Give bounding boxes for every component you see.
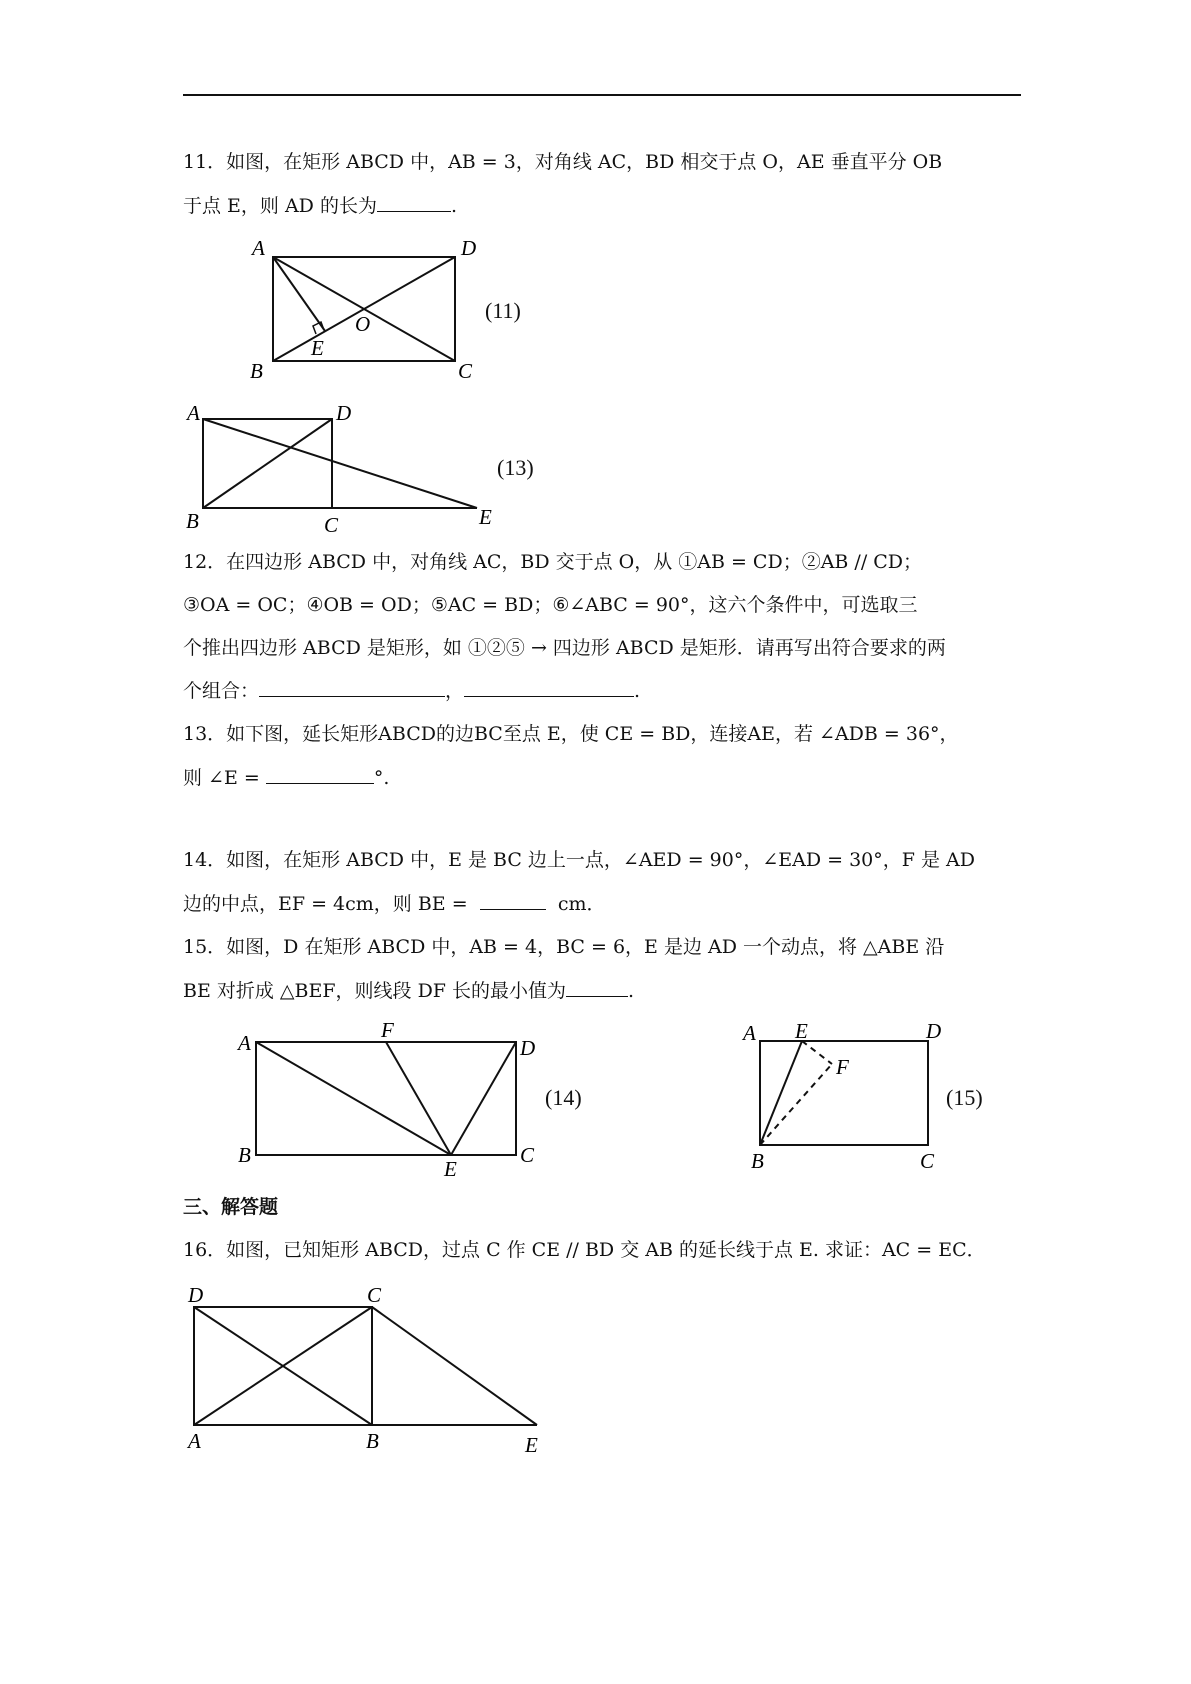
q15-end: . [628, 980, 635, 1002]
answer-blank-1 [259, 678, 445, 697]
fig11-caption: (11) [485, 298, 521, 323]
fig13-segment-ae [203, 419, 477, 508]
q13-end: °. [373, 767, 390, 789]
fig14-label-e: E [444, 1157, 457, 1181]
fig16-label-e: E [525, 1433, 538, 1457]
fig13-label-c: C [324, 513, 339, 537]
q15-text: BE 对折成 △BEF，则线段 DF 长的最小值为 [183, 980, 567, 1002]
fig13-caption: (13) [497, 455, 534, 480]
fig14-segment-ae [256, 1042, 451, 1155]
fig14-label-b: B [238, 1143, 251, 1167]
q11-end: . [450, 195, 457, 217]
q12-line3: 个推出四边形 ABCD 是矩形，如 ①②⑤ → 四边形 ABCD 是矩形．请再写出符合要求的两 [183, 637, 946, 659]
top-rule [183, 94, 1021, 96]
fig11-segment-ae [273, 257, 325, 331]
fig13-label-e: E [479, 505, 492, 529]
q12-line1: 12．在四边形 ABCD 中，对角线 AC，BD 交于点 O，从 ①AB = CD；②AB // CD； [183, 551, 923, 573]
fig11-label-b: B [250, 359, 263, 383]
q12-line2: ③OA = OC；④OB = OD；⑤AC = BD；⑥∠ABC = 90°，这六个条件中，可选取三 [183, 594, 918, 616]
fig14-segment-fe [386, 1042, 451, 1155]
q16-line1: 16．如图，已知矩形 ABCD，过点 C 作 CE // BD 交 AB 的延长线于点 E. 求证：AC = EC． [183, 1239, 986, 1261]
figure-14 [230, 1018, 570, 1181]
answer-blank [377, 193, 451, 212]
q11-line1: 11．如图，在矩形 ABCD 中，AB = 3，对角线 AC，BD 相交于点 O，AE 垂直平分 OB [183, 151, 943, 173]
fig14-label-a: A [238, 1031, 251, 1055]
fig14-rectangle [256, 1042, 516, 1155]
q13-line2 [183, 765, 389, 791]
fig15-caption: (15) [946, 1085, 983, 1110]
answer-blank [480, 891, 546, 910]
fig15-label-e: E [795, 1019, 808, 1043]
q15-line2 [183, 978, 634, 1004]
q13-text: 则 ∠E = [183, 767, 260, 789]
figure-16 [180, 1280, 550, 1455]
fig13-label-a: A [187, 401, 200, 425]
fig13-label-d: D [336, 401, 352, 425]
q11-line2 [183, 193, 457, 219]
fig16-label-d: D [188, 1283, 204, 1307]
fig16-label-b: B [366, 1429, 379, 1453]
fig11-label-d: D [461, 236, 477, 260]
section-heading: 三、解答题 [183, 1196, 279, 1218]
fig15-label-d: D [926, 1019, 942, 1043]
q14-line1: 14．如图，在矩形 ABCD 中，E 是 BC 边上一点，∠AED = 90°，∠EAD = 30°，F 是 AD [183, 849, 975, 871]
fig15-segment-bf [760, 1064, 832, 1145]
fig11-label-c: C [458, 359, 473, 383]
fig15-label-a: A [743, 1021, 756, 1045]
q14-end: cm． [557, 893, 606, 915]
fig15-label-f: F [836, 1055, 849, 1079]
answer-blank-2 [464, 678, 634, 697]
answer-blank [266, 765, 374, 784]
fig11-label-o: O [355, 312, 371, 336]
q15-line1: 15．如图，D 在矩形 ABCD 中，AB = 4，BC = 6，E 是边 AD 一个动点，将 △ABE 沿 [183, 936, 945, 958]
fig14-label-f: F [381, 1018, 394, 1042]
q13-line1: 13．如下图，延长矩形ABCD的边BC至点 E，使 CE = BD，连接AE，若 ∠ADB = 36°， [183, 723, 959, 745]
fig14-label-c: C [520, 1143, 535, 1167]
fig15-label-b: B [751, 1149, 764, 1173]
q12-sep: ， [445, 680, 465, 702]
fig11-label-e: E [311, 336, 324, 360]
q12-line4 [183, 678, 640, 704]
fig13-diagonal-bd [203, 419, 332, 508]
fig16-label-c: C [367, 1283, 382, 1307]
fig11-label-a: A [252, 236, 265, 260]
q14-line2 [183, 891, 606, 917]
q12-text: 个组合： [183, 680, 260, 702]
fig13-label-b: B [186, 509, 199, 533]
fig15-segment-ef [802, 1041, 832, 1064]
fig14-caption: (14) [545, 1085, 582, 1110]
figure-15 [740, 1015, 960, 1175]
q12-end: . [634, 680, 641, 702]
fig15-segment-be [760, 1041, 802, 1145]
figure-13 [180, 400, 500, 537]
fig14-segment-de [451, 1042, 516, 1155]
fig16-segment-ce [372, 1307, 537, 1425]
fig15-label-c: C [920, 1149, 935, 1173]
fig16-label-a: A [188, 1429, 201, 1453]
answer-blank [566, 978, 628, 997]
q14-text: 边的中点，EF = 4cm，则 BE = [183, 893, 468, 915]
fig14-label-d: D [520, 1036, 536, 1060]
q11-text: 于点 E，则 AD 的长为 [183, 195, 377, 217]
